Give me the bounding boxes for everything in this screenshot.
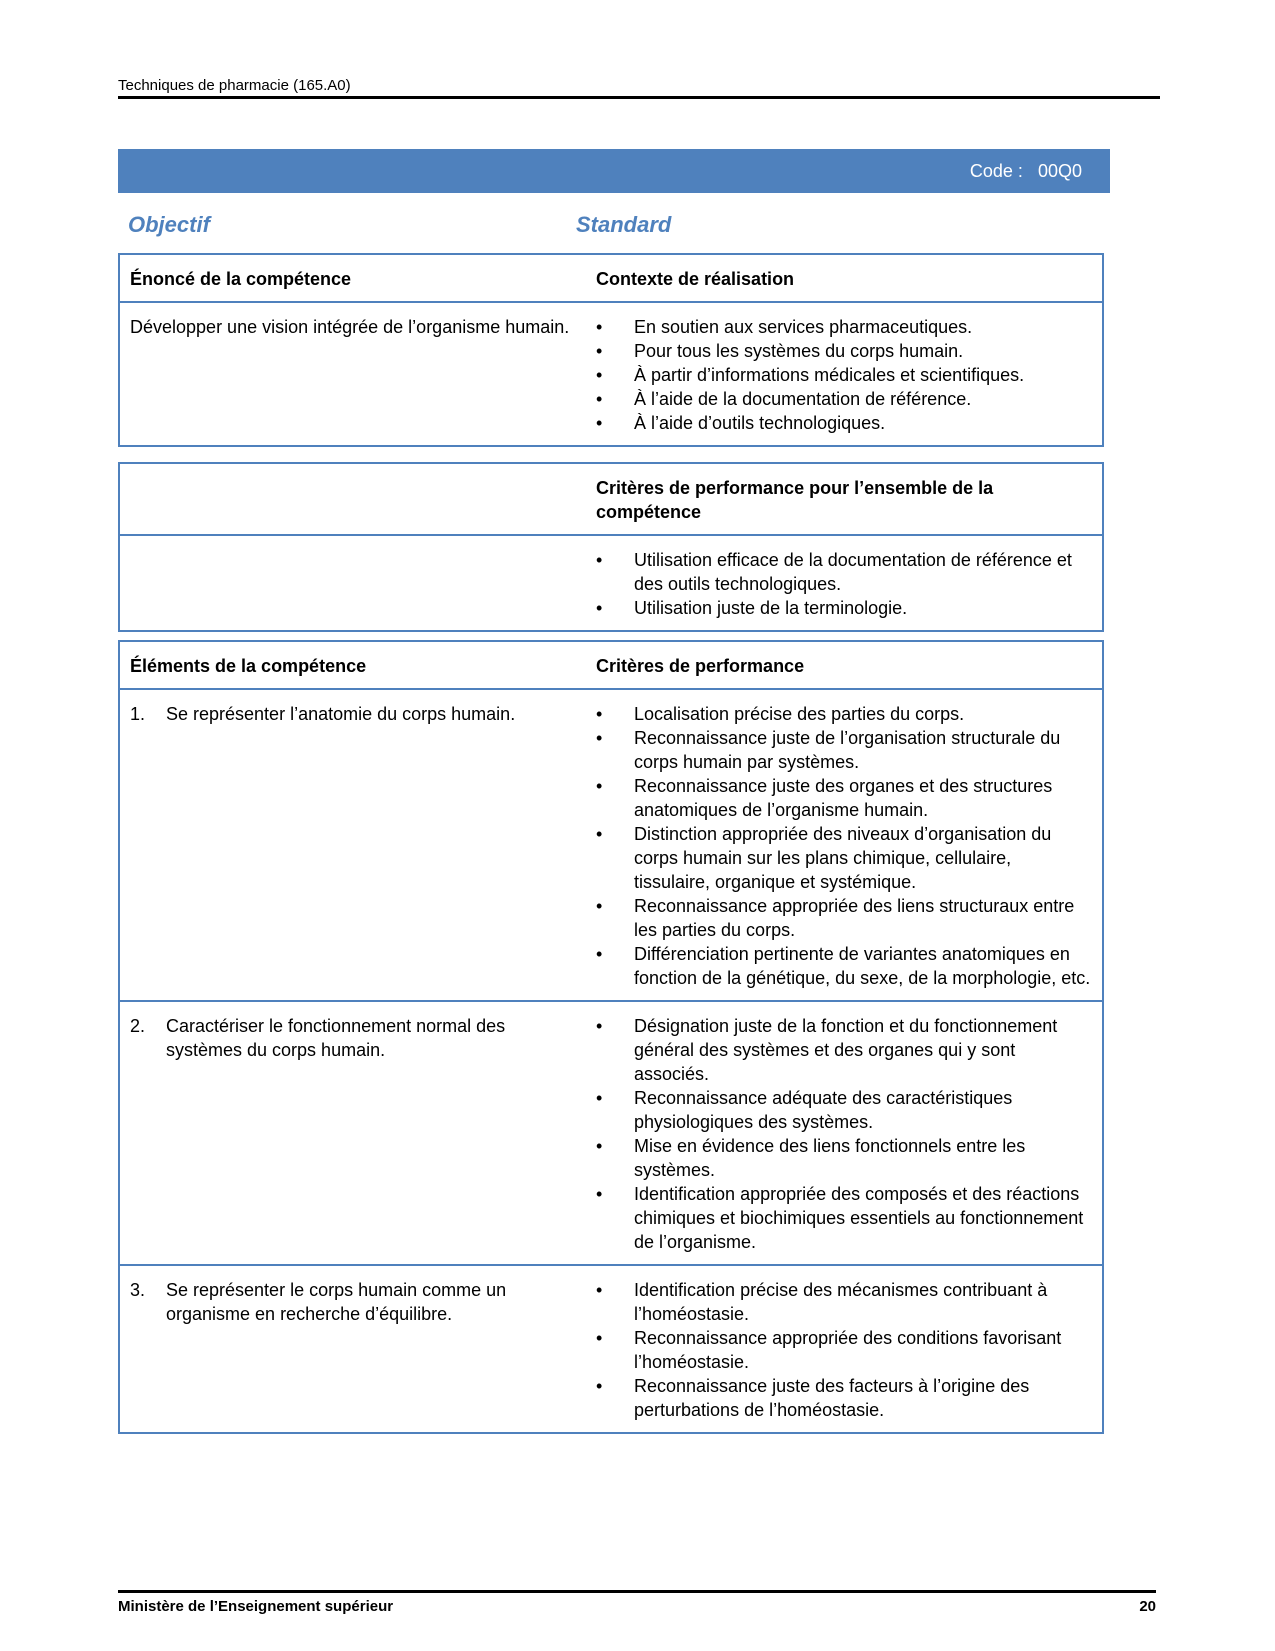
competency-table-header [120,255,1102,303]
running-footer [118,1598,1156,1615]
list-item: • Reconnaissance juste de l’organisation structurale du corps humain par systèmes. [596,726,1092,774]
context-header: Contexte de réalisation [596,269,795,289]
list-item: • Distinction appropriée des niveaux d’organisation du corps humain sur les plans chimique, cellulaire, tissulaire, organique et systémique. [596,822,1092,894]
list-item: • À partir d’informations médicales et scientifiques. [596,363,1092,387]
table-row [120,1002,1102,1266]
context-list [596,315,1092,435]
competency-table-body [120,303,1102,445]
criteria-list [596,702,1092,990]
competency-statement: Développer une vision intégrée de l’organisme humain. [130,317,570,337]
standard-title: Standard [576,212,672,237]
list-item: • Reconnaissance juste des facteurs à l’origine des perturbations de l’homéostasie. [596,1374,1092,1422]
list-item: • Identification précise des mécanismes contribuant à l’homéostasie. [596,1278,1092,1326]
list-item: • Reconnaissance juste des organes et des structures anatomiques de l’organisme humain. [596,774,1092,822]
element-item [130,1278,576,1326]
list-item: • Identification appropriée des composés et des réactions chimiques et biochimiques essentiels au fonctionnement de l’organisme. [596,1182,1092,1254]
list-item: • En soutien aux services pharmaceutiques. [596,315,1092,339]
overall-criteria-header: Critères de performance pour l’ensemble de la compétence [596,478,994,522]
overall-criteria-table [118,462,1104,632]
criteria-header: Critères de performance [596,656,805,676]
header-rule [118,96,1160,99]
running-header: Techniques de pharmacie (165.A0) [118,77,351,94]
element-item [130,702,576,726]
statement-header: Énoncé de la compétence [130,269,352,289]
list-item: • Reconnaissance appropriée des liens structuraux entre les parties du corps. [596,894,1092,942]
code-bar [118,149,1110,193]
footer-rule [118,1590,1156,1593]
element-number: 2. [130,1016,146,1036]
element-text: Se représenter l’anatomie du corps humain. [166,704,516,724]
element-text: Caractériser le fonctionnement normal des systèmes du corps humain. [166,1016,506,1060]
page-number: 20 [1139,1598,1156,1615]
element-number: 1. [130,704,146,724]
list-item: • Différenciation pertinente de variantes anatomiques en fonction de la génétique, du sexe, de la morphologie, etc. [596,942,1092,990]
overall-criteria-list [596,548,1092,620]
overall-criteria-body [120,536,1102,630]
list-item: • Utilisation juste de la terminologie. [596,596,1092,620]
competency-table [118,253,1104,447]
table-row [120,1266,1102,1432]
list-item: • À l’aide de la documentation de référence. [596,387,1092,411]
list-item: • Reconnaissance adéquate des caractéristiques physiologiques des systèmes. [596,1086,1092,1134]
element-item [130,1014,576,1062]
list-item: • Localisation précise des parties du corps. [596,702,1092,726]
overall-criteria-header-row [120,464,1102,536]
elements-header: Éléments de la compétence [130,656,367,676]
list-item: • À l’aide d’outils technologiques. [596,411,1092,435]
footer-ministry: Ministère de l’Enseignement supérieur [118,1598,394,1615]
element-number: 3. [130,1280,146,1300]
list-item: • Reconnaissance appropriée des conditions favorisant l’homéostasie. [596,1326,1092,1374]
competency-code [970,161,1082,182]
elements-table [118,640,1104,1434]
list-item: • Désignation juste de la fonction et du fonctionnement général des systèmes et des organes qui y sont associés. [596,1014,1092,1086]
code-value: 00Q0 [1037,161,1082,181]
criteria-list [596,1014,1092,1254]
elements-table-header [120,642,1102,690]
list-item: • Utilisation efficace de la documentation de référence et des outils technologiques. [596,548,1092,596]
list-item: • Pour tous les systèmes du corps humain. [596,339,1092,363]
table-row [120,690,1102,1002]
objectif-title: Objectif [128,212,210,237]
element-text: Se représenter le corps humain comme un organisme en recherche d’équilibre. [166,1280,507,1324]
criteria-list [596,1278,1092,1422]
list-item: • Mise en évidence des liens fonctionnels entre les systèmes. [596,1134,1092,1182]
code-label: Code : [969,161,1023,181]
